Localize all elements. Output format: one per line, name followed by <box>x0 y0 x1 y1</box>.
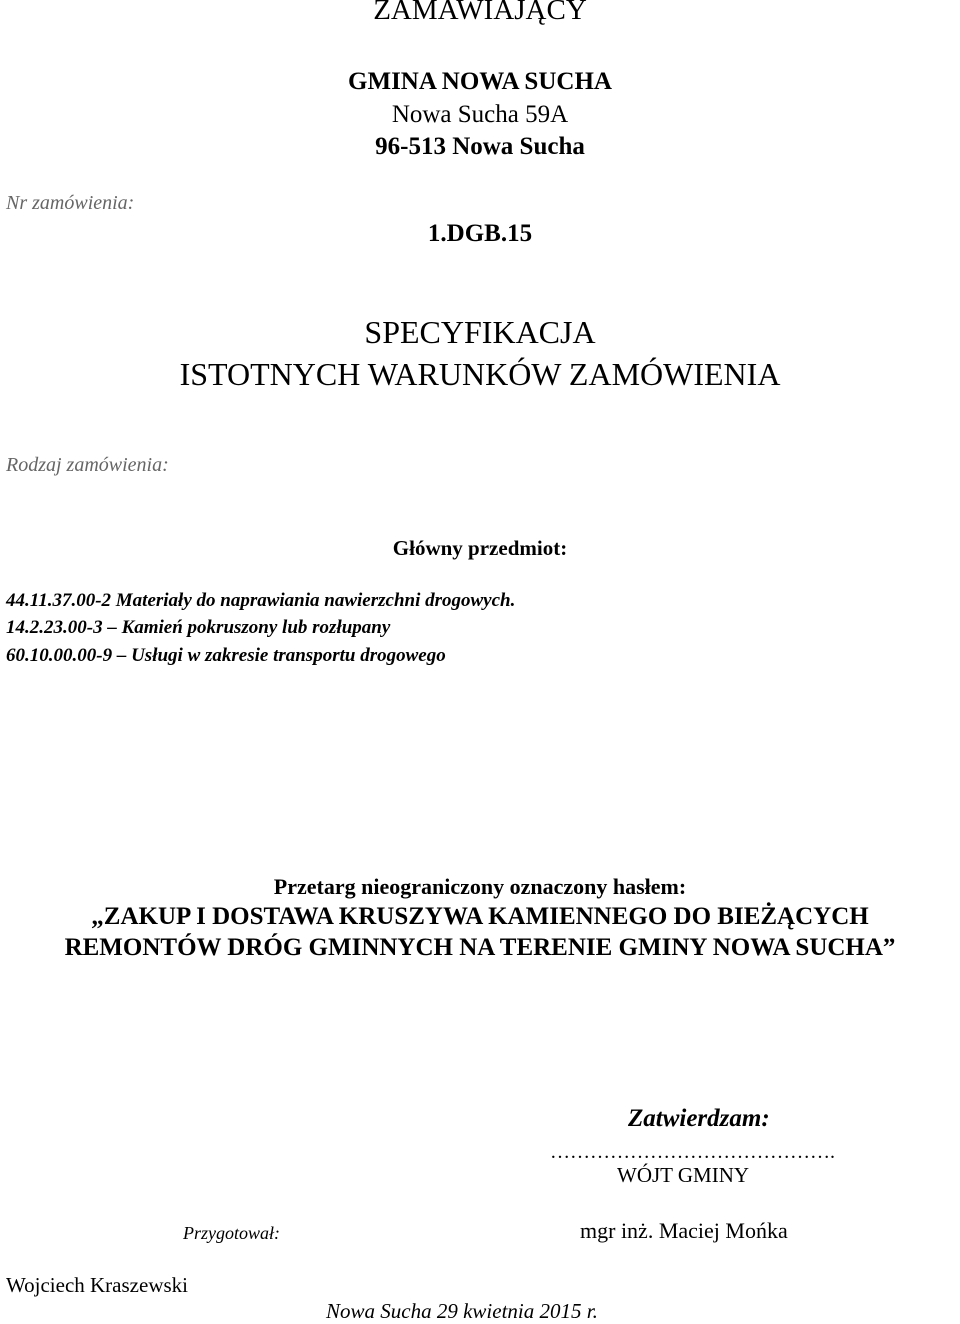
document-title-line-1: SPECYFIKACJA <box>364 314 596 350</box>
ordering-party-label: ZAMAWIAJĄCY <box>373 0 587 26</box>
approval-label: Zatwierdzam: <box>628 1105 770 1132</box>
place-and-date: Nowa Sucha 29 kwietnia 2015 r. <box>326 1299 598 1323</box>
order-number-value: 1.DGB.15 <box>427 220 533 247</box>
prepared-by-label: Przygotował: <box>183 1223 280 1243</box>
signature-line: ……………………………………. <box>550 1141 835 1163</box>
cpv-description: Materiały do naprawiania nawierzchni drogowych. <box>115 590 516 611</box>
organization-name: GMINA NOWA SUCHA <box>348 68 612 95</box>
cpv-code: 14.2.23.00-3 <box>6 617 103 638</box>
approver-role: WÓJT GMINY <box>617 1163 750 1187</box>
tender-name-line-2: REMONTÓW DRÓG GMINNYCH NA TERENIE GMINY NOWA SUCHA” <box>64 934 896 961</box>
address-line-2: 96-513 Nowa Sucha <box>375 133 585 160</box>
order-type-label: Rodzaj zamówienia: <box>6 454 169 476</box>
main-subject-heading: Główny przedmiot: <box>392 536 568 560</box>
preparer-name: Wojciech Kraszewski <box>6 1273 188 1297</box>
subject-list-item <box>6 645 446 667</box>
cpv-code: 44.11.37.00-2 <box>6 590 112 611</box>
subject-list-item <box>6 590 515 612</box>
subject-list-item <box>6 617 390 639</box>
cpv-code: 60.10.00.00-9 <box>6 645 113 666</box>
address-line-1: Nowa Sucha 59A <box>391 101 569 128</box>
approver-name: mgr inż. Maciej Mońka <box>580 1218 788 1243</box>
document-title-line-2: ISTOTNYCH WARUNKÓW ZAMÓWIENIA <box>179 356 781 392</box>
order-number-label: Nr zamówienia: <box>6 192 135 214</box>
cpv-description: – Kamień pokruszony lub rozłupany <box>107 617 391 638</box>
cpv-description: – Usługi w zakresie transportu drogowego <box>116 645 446 666</box>
tender-intro: Przetarg nieograniczony oznaczony hasłem: <box>273 874 687 899</box>
tender-name-line-1: „ZAKUP I DOSTAWA KRUSZYWA KAMIENNEGO DO BIEŻĄCYCH <box>91 903 869 930</box>
